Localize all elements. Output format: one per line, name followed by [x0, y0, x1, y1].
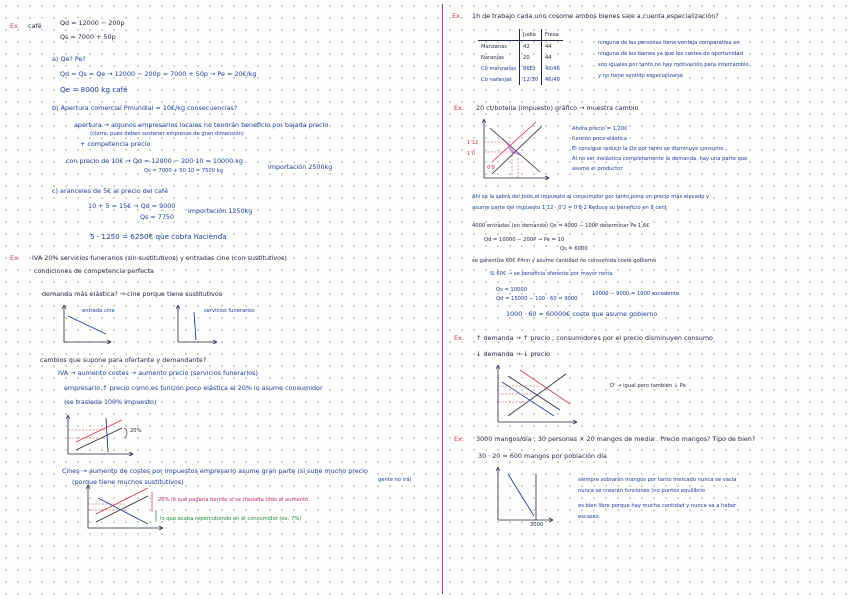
ex2-cine-line2: (porque tiene muchos sustitutivos) [72, 478, 184, 486]
ex1-tag: Ex. [10, 22, 20, 30]
ex3-note-2: ninguno de los bienes ya que los costes de oportunidad [598, 51, 743, 57]
graph-demand-shift [490, 364, 584, 428]
ex7-note-4: escasez. [578, 514, 601, 520]
ex5-line-5: Si 60€ → se beneficia oferente por mayor renta [490, 271, 613, 277]
ex1-equation-2: Qe = 8000 kg café [60, 85, 128, 94]
ex2-cine-line3: gente no irá) [378, 477, 412, 483]
ex4-axis-label-3: 0'8 [487, 165, 496, 171]
ex1-b-line4: con precio de 10€ → Qd = 12000 − 200·10 = 10000 kg [66, 157, 243, 165]
table-cell: 44 [542, 41, 563, 53]
ex2-title: IVA 20% servicios funerarios (sin sustitutivos) y entradas cine (con sustitutivos) [32, 254, 287, 262]
ex1-b-line2: (cierra, pues deben sostener empresas de gran dimensión) [90, 131, 244, 137]
ex4-axis-label-2: 1'0 [467, 151, 476, 157]
ex6-note: D' → igual pero también ↓ Pe [610, 383, 686, 389]
ex3-note-3: son iguales por tanto no hay motivación para intercambio [598, 62, 749, 68]
ex7-title: 3000 mangos/día , 30 personas × 20 mangos de media . Precio mangos? Tipo de bien? [476, 435, 756, 443]
ex1-title: café [28, 22, 42, 30]
ex1-c-line2: Qs = 7750 [140, 213, 175, 221]
table-row [478, 63, 563, 74]
graph-free-good [490, 466, 560, 528]
ex7-axis-label: 3000 [530, 522, 544, 528]
ex4-note-2: función poco elástica [572, 136, 627, 142]
ex5-line-8: 10000 − 9000 = 1000 excedente [592, 291, 679, 297]
ex1-b-line1: apertura → algunos empresarios locales no tendrán beneficio por bajada precio [74, 121, 329, 129]
table-cell: 42 [520, 41, 542, 53]
ex2-iva-line1: IVA → aumento costes → aumento precio (servicios funerarios) [58, 369, 258, 377]
ex2-cine-line1: Cines → aumento de costes por impuestos empresario asume gran parte (si sube mucho precio [62, 467, 368, 475]
ex1-b-line5: Qs = 7000 + 50·10 = 7500 kg [144, 168, 223, 174]
ex7-note-1: siempre sobrarán mangos por tanto mercado nunca se vacía [578, 477, 737, 483]
graph-cine-label: entrada cine [82, 308, 115, 314]
ex4-note-4: Al no ser inelástica completamente la demanda, hay una parte que [572, 156, 748, 162]
graph-funeral-label: servicios funerarios [204, 308, 255, 314]
graph-funeral-tax [62, 414, 142, 458]
ex2-annotation-1: 20% lo que pagaría demás si se traslada todo al aumento [158, 497, 309, 503]
ex5-line-6: Qs = 10000 [496, 287, 527, 293]
table-row [478, 52, 563, 63]
table-row [478, 74, 563, 85]
ex7-note-3: es bien libre porque hay mucha cantidad y nunca va a haber [578, 503, 737, 509]
ex2-iva-line2: empresario ↑ precio como es función poco elástica el 20% lo asume consumidor [64, 384, 323, 392]
ex5-line-7: Qd = 15000 − 100 · 60 = 9000 [496, 296, 578, 302]
ex6-title: ↑ demanda → ↑ precio ; consumidores por el precio disminuyen consumo [476, 334, 713, 342]
ex5-line-4: se garantiza 60€ Pmin y asume cantidad no consumida coste gobierno [472, 258, 657, 264]
ex3-note-4: y no tiene sentido especializarse [598, 73, 684, 79]
ex2-subtitle: condiciones de competencia perfecta [34, 267, 154, 275]
table-cell: 40/46 [542, 63, 563, 74]
table-cell: Co naranjas [481, 76, 512, 83]
ex1-c-import: importación 1250kg [188, 207, 253, 215]
table-header-cell [478, 29, 520, 41]
ex4-note-5: asume el productor [572, 166, 623, 172]
ex1-question-a: a) Qe? Pe? [52, 55, 86, 63]
ex4-title: 20 ct/botella (impuesto) gráfico → muestra cambio [476, 104, 639, 112]
graph-bottle-tax [476, 118, 556, 184]
ex2-iva-line3: (se traslada 100% impuesto) [64, 398, 157, 406]
table-cell: 46/40 [542, 74, 563, 85]
table-cell: Co manzanas [481, 65, 517, 72]
ex4-axis-label-1: 1'12 [467, 140, 479, 146]
table-cell: 20 [520, 52, 542, 63]
ex6-tag: Ex. [454, 334, 464, 342]
ex7-calc: 30 · 20 = 600 mangos por población día [478, 452, 607, 460]
graph-funeral-tax-pct: 20% [130, 428, 142, 434]
page-divider [442, 4, 443, 594]
ex3-table [478, 29, 563, 85]
ex4-note-1: Ahora precio = 1,20€ [572, 126, 628, 132]
ex3-tag: Ex. [452, 12, 462, 20]
table-row [478, 41, 563, 53]
ex4-note-6: Ahí se la sabrá del todo el impuesto al consumidor por tanto pone un precio más elevado y [472, 194, 710, 200]
ex5-line-9: 1000 · 60 = 60000€ coste que asume gobierno [506, 310, 658, 318]
ex5-line-3: Qs = 6000 [560, 246, 588, 252]
ex1-equation-1: Qd = Qs = Qe → 12000 − 200p = 7000 + 50p → Pe = 20€/kg [60, 70, 257, 78]
table-cell: 86Ez [520, 63, 542, 74]
ex2-tag: Ex. [10, 254, 20, 262]
table-cell: Manzanas [481, 43, 508, 50]
ex3-title: 1h de trabajo cada uno cosome ambos bienes sale a cuenta especialización? [472, 12, 719, 20]
ex1-qs: Qs = 7000 + 50p [60, 33, 116, 41]
ex1-c-line4: 5 · 1250 = 6250€ que cobra hacienda [90, 232, 227, 241]
table-header-cell: Fresa [542, 29, 563, 41]
graph-cine-tax [82, 484, 172, 534]
ex1-qd: Qd = 12000 − 200p [60, 19, 125, 27]
ex2-question-2: cambios que supone para ofertante y demandante? [40, 356, 207, 364]
ex4-tag: Ex. [454, 104, 464, 112]
table-cell: 44 [542, 52, 563, 63]
ex1-question-c: c) aranceles de 5€ al precio del café [52, 187, 169, 195]
ex6-line-2: ↓ demanda → ↓ precio [476, 350, 551, 358]
ex1-c-line1: 10 + 5 = 15€ → Qd = 9000 [88, 202, 176, 210]
ex1-question-b: b) Apertura comercial Pmundial = 10€/kg consecuencias? [52, 104, 238, 112]
ex1-b-import: importación 2500kg [268, 163, 333, 171]
ex5-line-1: 4000 entradas (en demanda) Qs = 4000 − 100P determinar Pe 1,6€ [472, 223, 650, 229]
table-header-row [478, 29, 563, 41]
ex4-note-7: asume parte del impuesto 1'12 · 0'2 = 0'8·2 Reduce su beneficio en 8 cent [472, 205, 667, 211]
ex2-annotation-2: lo que acaba repercutiendo en el consumidor (ex: 7%) [160, 516, 302, 522]
ex7-note-2: nunca se crearán funciones (no puntos equilibrio [578, 488, 705, 494]
table-cell: Naranjas [481, 54, 504, 61]
table-header-cell: Judía [520, 29, 542, 41]
ex3-note-1: ninguna de las personas tiene ventaja comparativa en [598, 40, 740, 46]
ex2-question-1: demanda más elástica? → cine porque tiene sustitutivos [42, 290, 223, 298]
ex7-tag: Ex. [454, 435, 464, 443]
table-cell: 12/30 [520, 74, 542, 85]
ex4-note-3: El consigue reducir la Qe por tanto se disminuye consumo [572, 146, 724, 152]
ex1-b-line3: + competencia precio [80, 140, 151, 148]
ex5-line-2: Qd = 10000 − 200P → Pe = 10 [484, 237, 565, 243]
